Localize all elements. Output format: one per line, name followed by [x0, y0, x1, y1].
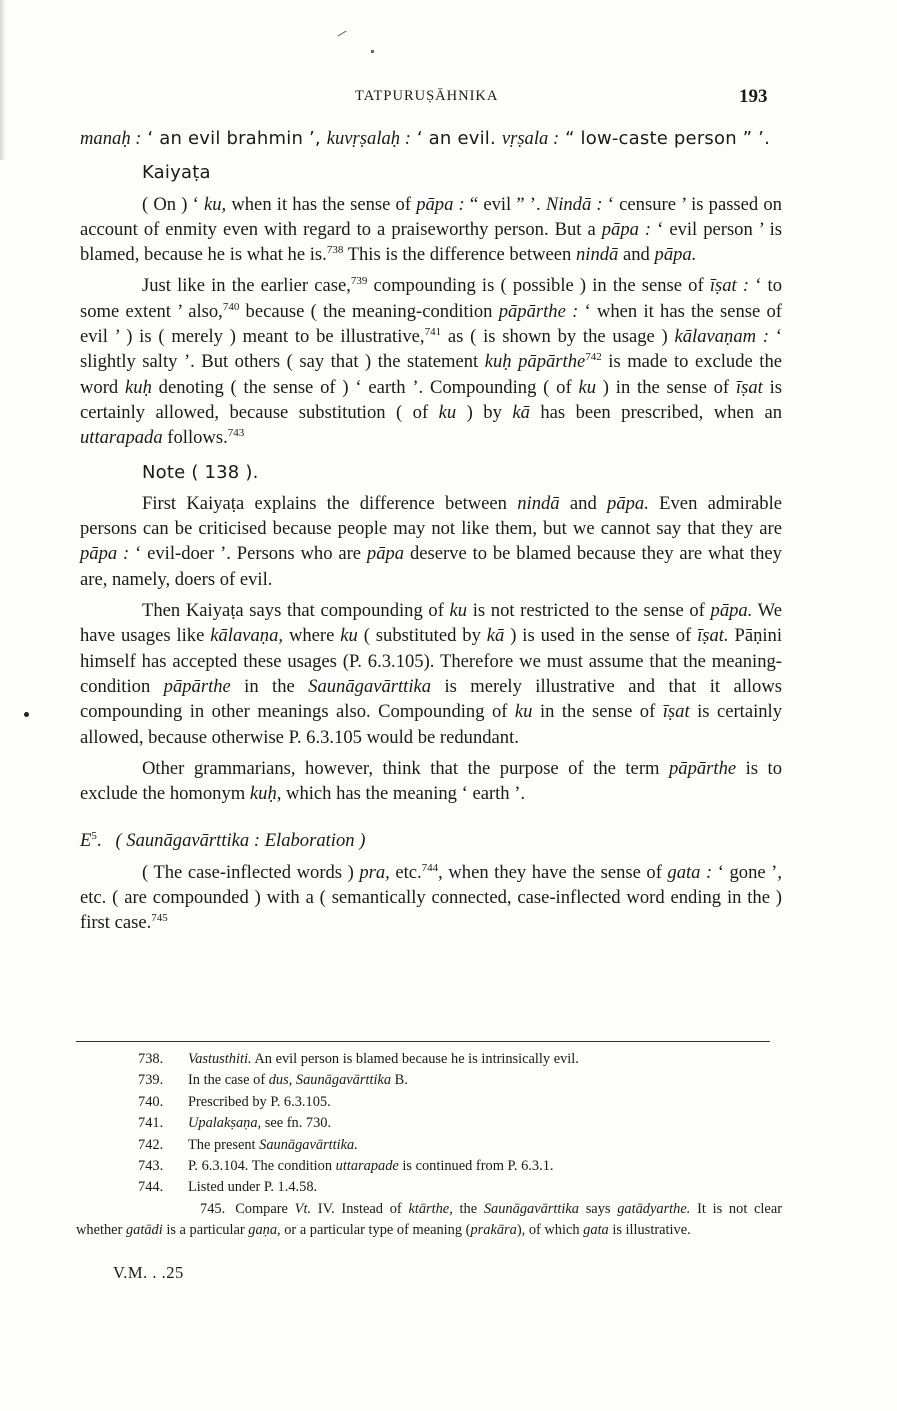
margin-dot	[24, 712, 29, 717]
page-header	[0, 86, 897, 112]
running-title: TATPURUṢĀHNIKA	[355, 88, 499, 104]
footnote-number: 739.	[138, 1072, 164, 1089]
footnote-741: 741. Upalakṣaṇa, see fn. 730.	[76, 1113, 782, 1134]
paragraph-3: Just like in the earlier case,$^{739}$ compounding is ( possible ) in the sense of īṣat : ‘ to some extent ’ also,$^{740}$ because ( the meaning-condition pāpārthe : ‘ when it has the sense of evil ’ ) is ( merely ) meant to be illustrative,$^{741}$ as ( is shown by the usage ) kālavaṇam : ‘ slightly salty ’. But others ( say that ) the statement kuḥ pāpārthe$^{742}$ is made to exclude the word kuḥ denoting ( the sense of ) ‘ earth ’. Compounding ( of ku ) in the sense of īṣat is certainly allowed, because substitution ( of ku ) by kā has been prescribed, when an uttarapada follows.$^{743}$	[80, 275, 783, 449]
paragraph-5: Then Kaiyaṭa says that compounding of ku is not restricted to the sense of pāpa. We have usages like kālavaṇa, where ku ( substituted by kā ) is used in the sense of īṣat. Pāṇini himself has accepted these usages (P. 6.3.105). Therefore we must assume that the meaning-condition pāpārthe in the Saunāgavārttika is merely illustrative and that it allows compounding in other meanings also. Compounding of ku in the sense of īṣat is certainly allowed, because otherwise P. 6.3.105 would be redundant.	[80, 600, 783, 748]
footnote-744: 744. Listed under P. 1.4.58.	[76, 1177, 782, 1198]
heading-kaiyata: Kaiyaṭa	[142, 162, 211, 184]
footnotes	[76, 1049, 782, 1242]
heading-note: Note ( 138 ).	[142, 461, 259, 483]
scan-edge-shadow	[0, 0, 6, 160]
footnote-738: 738. Vastusthiti. An evil person is blamed because he is intrinsically evil.	[76, 1049, 782, 1070]
footnote-number: 743.	[138, 1158, 164, 1175]
paragraph-4: First Kaiyaṭa explains the difference between nindā and pāpa. Even admirable persons can be criticised because people may not like them, but we cannot say that they are pāpa : ‘ evil-doer ’. Persons who are pāpa deserve to be blamed because they are what they are, namely, doers of evil.	[80, 492, 782, 590]
footnote-number: 745.	[200, 1200, 226, 1217]
footnote-740: 740. Prescribed by P. 6.3.105.	[76, 1092, 782, 1113]
heading-e5: $E^5$. ( Saunāgavārttika : Elaboration )	[80, 830, 366, 852]
main-text	[80, 126, 782, 936]
signature-mark: V.M. . .25	[113, 1263, 184, 1282]
footnote-743: 743. P. 6.3.104. The condition uttarapade is continued from P. 6.3.1.	[76, 1156, 782, 1177]
page-number: 193	[739, 86, 768, 107]
stray-dot	[371, 50, 374, 53]
footnote-number: 742.	[138, 1136, 164, 1153]
footnote-745: 745. Compare Vt. IV. Instead of ktārthe, the Saunāgavārttika says gatādyarthe. It is not clear whether gatādi is a particular gaṇa, or a particular type of meaning (prakāra), of which gata is illustrative.	[76, 1200, 782, 1239]
paragraph-1: manaḥ : ‘ an evil brahmin ’, kuvṛṣalaḥ : ‘ an evil. vṛṣala : “ low-caste person ” ’.	[80, 128, 771, 149]
footnote-742: 742. The present Saunāgavārttika.	[76, 1135, 782, 1156]
footnote-739: 739. In the case of dus, Saunāgavārttika B.	[76, 1070, 782, 1091]
stray-mark	[337, 31, 346, 37]
footnote-divider	[76, 1041, 770, 1042]
paragraph-2: ( On ) ‘ ku, when it has the sense of pāpa : “ evil ” ’. Nindā : ‘ censure ’ is passed on account of enmity even with regard to a praiseworthy person. But a pāpa : ‘ evil person ’ is blamed, because he is what he is.$^{738}$ This is the difference between nindā and pāpa.	[80, 193, 782, 266]
paragraph-6: Other grammarians, however, think that the purpose of the term pāpārthe is to exclude the homonym kuḥ, which has the meaning ‘ earth ’.	[80, 757, 782, 805]
footnote-number: 740.	[138, 1093, 164, 1110]
footnote-number: 744.	[138, 1179, 164, 1196]
footnote-number: 741.	[138, 1115, 164, 1132]
footnote-number: 738.	[138, 1051, 164, 1067]
paragraph-7: ( The case-inflected words ) pra, etc.$^{744}$, when they have the sense of gata : ‘ gone ’, etc. ( are compounded ) with a ( semantically connected, case-inflected word ending in the ) first case.$^{745}$	[80, 861, 783, 934]
